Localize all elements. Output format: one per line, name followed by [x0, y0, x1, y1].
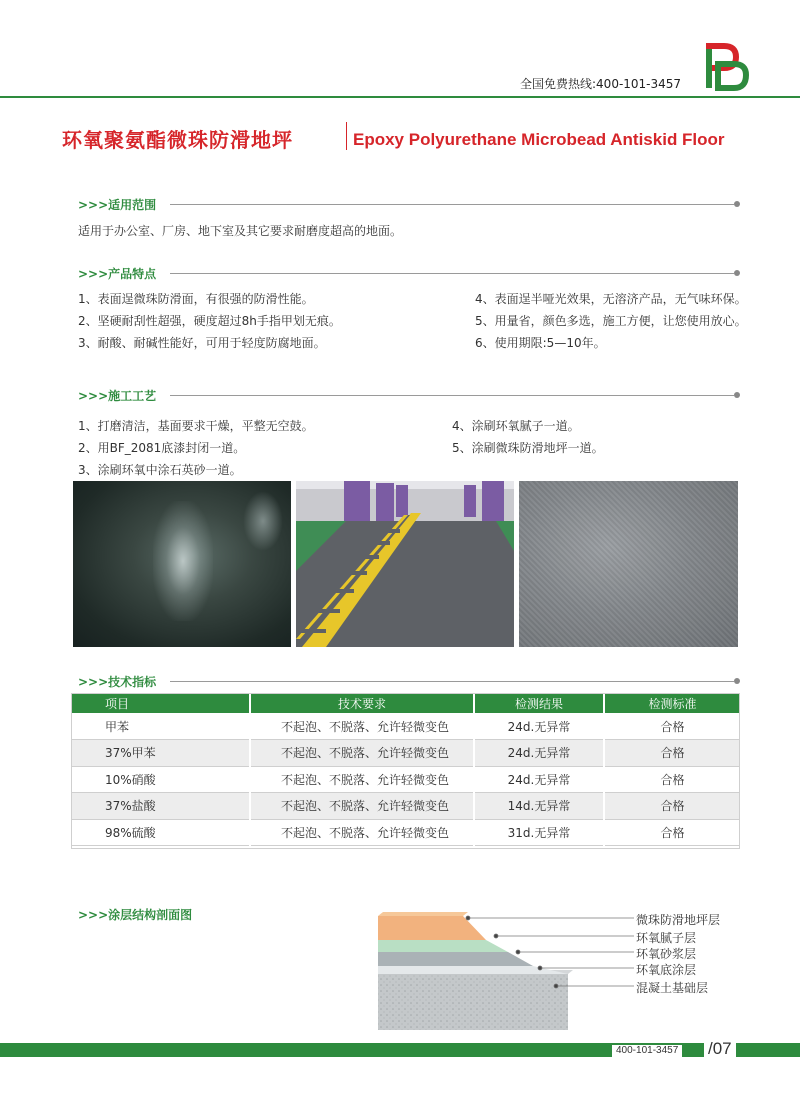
feature-item: 6、使用期限:5—10年。 — [475, 336, 606, 350]
layer-label: 环氧砂浆层 — [636, 947, 697, 961]
process-step: 5、涂刷微珠防滑地坪一道。 — [452, 441, 604, 455]
layer-label: 微珠防滑地坪层 — [636, 913, 721, 927]
table-cell: 31d.无异常 — [474, 819, 604, 846]
layer-label: 环氧腻子层 — [636, 931, 697, 945]
process-step: 3、涂刷环氧中涂石英砂一道。 — [78, 463, 242, 477]
section-heading-structure — [78, 906, 208, 920]
layer-label: 混凝土基础层 — [636, 981, 709, 995]
section-heading-label: >>>产品特点 — [78, 267, 157, 281]
section-dot-icon — [734, 678, 740, 684]
feature-item: 2、坚硬耐刮性超强，硬度超过8h手指甲划无痕。 — [78, 314, 341, 328]
feature-item: 5、用量省，颜色多选，施工方便，让您使用放心。 — [475, 314, 747, 328]
table-cell: 24d.无异常 — [474, 766, 604, 793]
table-cell: 合格 — [604, 713, 740, 740]
feature-item: 4、表面逞半哑光效果，无溶济产品，无气味环保。 — [475, 292, 747, 306]
section-heading-label: >>>施工工艺 — [78, 389, 157, 403]
spec-table — [71, 693, 740, 846]
table-cell: 不起泡、不脱落、允许轻微变色 — [250, 713, 474, 740]
table-header-result: 检测结果 — [474, 693, 604, 713]
table-header-standard: 检测标准 — [604, 693, 740, 713]
section-heading-label: >>>涂层结构剖面图 — [78, 908, 193, 922]
section-heading-specs — [78, 673, 740, 687]
hotline-text: 全国免费热线:400-101-3457 — [520, 77, 682, 91]
feature-item: 1、表面逞微珠防滑面，有很强的防滑性能。 — [78, 292, 314, 306]
section-heading-features — [78, 265, 740, 279]
table-cell: 98%硫酸 — [71, 819, 250, 846]
scope-text: 适用于办公室、厂房、地下室及其它要求耐磨度超高的地面。 — [78, 224, 403, 238]
layer-label: 环氧底涂层 — [636, 963, 697, 977]
table-cell: 24d.无异常 — [474, 740, 604, 767]
section-heading-label: >>>适用范围 — [78, 198, 157, 212]
table-cell: 不起泡、不脱落、允许轻微变色 — [250, 819, 474, 846]
table-cell: 合格 — [604, 793, 740, 820]
section-dot-icon — [734, 201, 740, 207]
table-cell: 合格 — [604, 766, 740, 793]
table-row — [71, 713, 740, 740]
section-dot-icon — [734, 392, 740, 398]
table-header-requirement: 技术要求 — [250, 693, 474, 713]
table-row — [71, 793, 740, 820]
process-step: 2、用BF_2081底漆封闭一道。 — [78, 441, 246, 455]
table-cell: 合格 — [604, 819, 740, 846]
section-rule — [170, 273, 734, 274]
page-number: /07 — [704, 1040, 736, 1058]
table-cell: 24d.无异常 — [474, 713, 604, 740]
process-step: 4、涂刷环氧腻子一道。 — [452, 419, 580, 433]
section-rule — [170, 395, 734, 396]
section-dot-icon — [734, 270, 740, 276]
section-rule — [170, 204, 734, 205]
antiskid-floor-photo — [519, 481, 738, 647]
table-header-item: 项目 — [71, 693, 250, 713]
parking-garage-floor-photo — [296, 481, 514, 647]
table-cell: 不起泡、不脱落、允许轻微变色 — [250, 793, 474, 820]
table-cell: 不起泡、不脱落、允许轻微变色 — [250, 766, 474, 793]
section-heading-process — [78, 387, 740, 401]
table-row — [71, 766, 740, 793]
table-row — [71, 740, 740, 767]
table-cell: 合格 — [604, 740, 740, 767]
coating-cross-section-diagram — [368, 900, 638, 1030]
table-cell: 甲苯 — [71, 713, 250, 740]
page-title-en: Epoxy Polyurethane Microbead Antiskid Floor — [353, 130, 725, 149]
header-rule — [0, 96, 800, 98]
footer-phone: 400-101-3457 — [612, 1045, 682, 1057]
page-title-cn: 环氧聚氨酯微珠防滑地坪 — [62, 128, 293, 152]
section-rule — [170, 681, 734, 682]
table-cell: 37%盐酸 — [71, 793, 250, 820]
section-heading-scope — [78, 196, 740, 210]
process-step: 1、打磨清洁，基面要求干燥，平整无空鼓。 — [78, 419, 314, 433]
table-cell: 14d.无异常 — [474, 793, 604, 820]
glossy-floor-photo — [73, 481, 291, 647]
title-separator — [346, 122, 347, 150]
feature-item: 3、耐酸、耐碱性能好，可用于轻度防腐地面。 — [78, 336, 326, 350]
pb-logo-icon — [704, 42, 750, 92]
table-cell: 不起泡、不脱落、允许轻微变色 — [250, 740, 474, 767]
table-cell: 10%硝酸 — [71, 766, 250, 793]
table-row — [71, 819, 740, 846]
section-heading-label: >>>技术指标 — [78, 675, 157, 689]
table-cell: 37%甲苯 — [71, 740, 250, 767]
